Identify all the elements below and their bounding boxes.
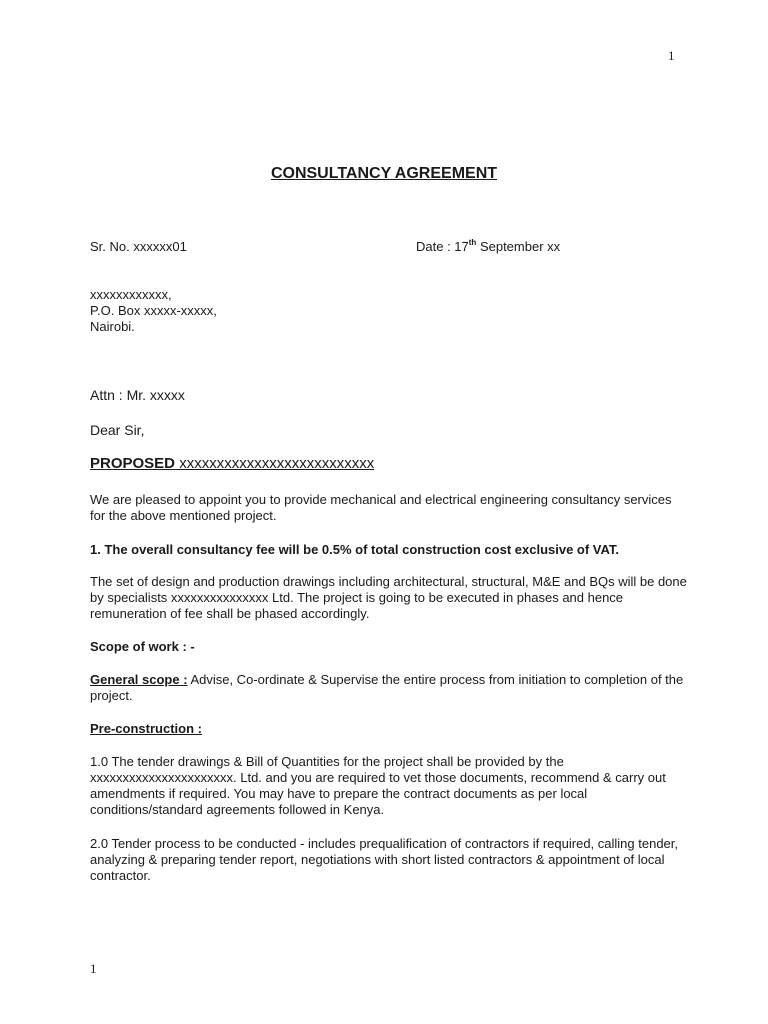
date-prefix: Date : 17 (416, 239, 469, 254)
document-title: CONSULTANCY AGREEMENT (270, 165, 498, 182)
general-scope-paragraph (90, 672, 690, 704)
page-number-top: 1 (668, 48, 675, 63)
attention-line: Attn : Mr. xxxxx (90, 387, 185, 403)
address-line-1: xxxxxxxxxxxx, (90, 287, 172, 302)
item-2-paragraph: 2.0 Tender process to be conducted - includes prequalification of contractors if required, calling tender, analyzing & preparing tender report, negotiations with short listed contractors & appointment of local contractor. (90, 836, 678, 883)
address-line-3: Nairobi. (90, 319, 135, 334)
subject-value: xxxxxxxxxxxxxxxxxxxxxxxxxx (175, 455, 375, 472)
recipient-address (90, 287, 217, 335)
scope-heading: Scope of work : - (90, 639, 195, 654)
item-1-paragraph: 1.0 The tender drawings & Bill of Quantities for the project shall be provided by the xxxxxxxxxxxxxxxxxxxxxx. Ltd. and you are required to vet those documents, recommend & carry out amendments if required. You may have to prepare the contract documents as per local conditions/standard agreements followed in Kenya. (90, 754, 666, 817)
serial-number: Sr. No. xxxxxx01 (90, 239, 187, 254)
date-suffix: September xx (476, 239, 561, 254)
fee-paragraph: 1. The overall consultancy fee will be 0.5% of total construction cost exclusive of VAT. (90, 542, 620, 557)
address-line-2: P.O. Box xxxxx-xxxxx, (90, 303, 217, 318)
general-scope-label: General scope : (90, 672, 188, 687)
design-paragraph: The set of design and production drawings including architectural, structural, M&E and BQs will be done by specialists xxxxxxxxxxxxxxx Ltd. The project is going to be executed in phases and hence remuneration of fee shall be phased accordingly. (90, 574, 687, 621)
subject-line (90, 456, 374, 472)
general-scope-text: Advise, Co-ordinate & Supervise the entire process from initiation to completion of the project. (90, 672, 684, 703)
greeting: Dear Sir, (90, 422, 145, 438)
page-number-bottom: 1 (90, 961, 97, 976)
pre-construction-heading: Pre-construction : (90, 721, 202, 736)
subject-label: PROPOSED (90, 455, 176, 472)
intro-paragraph: We are pleased to appoint you to provide mechanical and electrical engineering consultancy services for the above mentioned project. (90, 492, 672, 523)
date-superscript: th (468, 238, 477, 247)
document-date (416, 239, 560, 255)
